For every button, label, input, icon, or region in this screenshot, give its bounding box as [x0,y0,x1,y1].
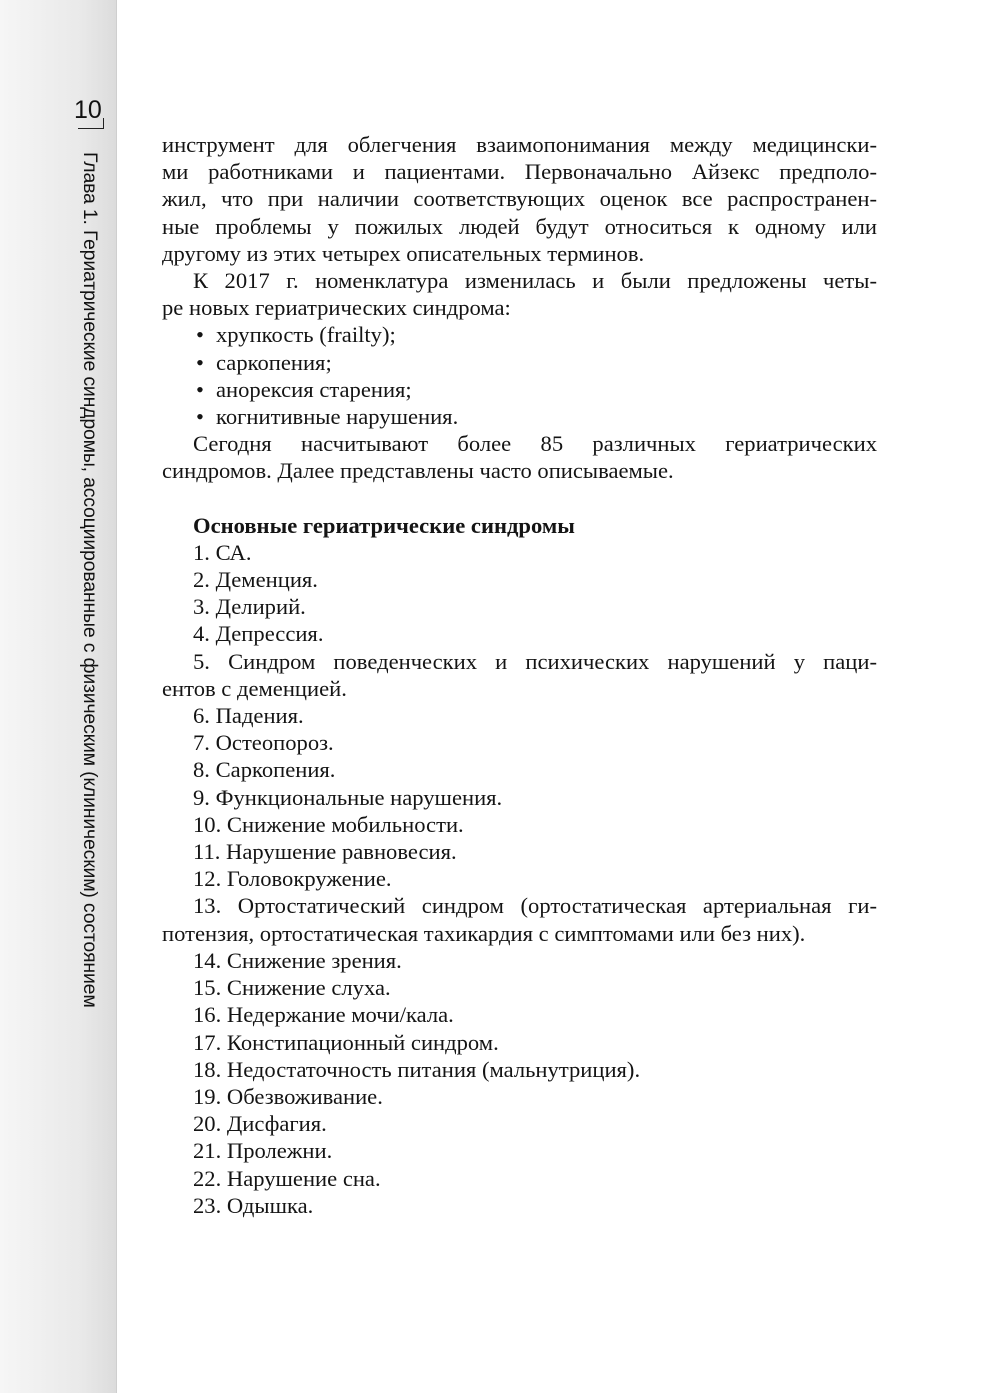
text-line: 22. Нарушение сна. [193,1165,381,1191]
text-line: ре новых гериатрических синдрома: [162,295,511,321]
text-line: 14. Снижение зрения. [193,947,402,973]
syndrome-item [162,729,877,756]
syndrome-item [162,865,877,892]
text-line: другому из этих четырех описательных терминов. [162,240,645,266]
syndrome-item [162,593,877,620]
text-line: 9. Функциональные нарушения. [193,784,503,810]
text-line: 13. Ортостатический синдром (ортостатическая артериальная ги- [193,893,877,919]
text-line: ми работниками и пациентами. Первоначально Айзекс предполо- [162,159,877,185]
spacer [162,485,877,512]
text-line: 12. Головокружение. [193,866,392,892]
bullet-list [162,321,877,430]
syndrome-item [162,892,877,946]
paragraph-nomenclature [162,267,877,321]
syndrome-item [162,974,877,1001]
syndrome-item [162,1029,877,1056]
text-line: ные проблемы у пожилых людей будут относиться к одному или [162,213,877,239]
bullet-item: • хрупкость (frailty); [162,321,877,348]
syndrome-item [162,566,877,593]
syndrome-list [162,539,877,1219]
text-line: 21. Пролежни. [193,1138,333,1164]
bullet-item: • саркопения; [162,349,877,376]
text-line: 16. Недержание мочи/кала. [193,1002,454,1028]
syndrome-item [162,1083,877,1110]
syndrome-item [162,1137,877,1164]
text-line: Сегодня насчитывают более 85 различных гериатрических [193,431,877,457]
syndrome-item [162,1165,877,1192]
text-line: К 2017 г. номенклатура изменилась и были предложены четы- [193,268,877,294]
page-content [162,131,877,1219]
text-line: 15. Снижение слуха. [193,975,391,1001]
text-line: 11. Нарушение равновесия. [193,839,457,865]
syndrome-item [162,648,877,702]
text-line: 3. Делирий. [193,594,306,620]
text-line: 6. Падения. [193,703,304,729]
paragraph-intro [162,131,877,267]
text-line: 8. Саркопения. [193,757,336,783]
text-line: 10. Снижение мобильности. [193,811,464,837]
text-line: 23. Одышка. [193,1192,314,1218]
syndrome-item [162,1110,877,1137]
syndrome-item [162,1001,877,1028]
text-line: 18. Недостаточность питания (мальнутриция). [193,1056,641,1082]
section-heading: Основные гериатрические синдромы [193,512,575,538]
text-line: синдромов. Далее представлены часто описываемые. [162,458,674,484]
text-line: 4. Депрессия. [193,621,324,647]
syndrome-item [162,1192,877,1219]
syndrome-item [162,1056,877,1083]
text-line: 2. Деменция. [193,567,318,593]
syndrome-item [162,702,877,729]
text-line: потензия, ортостатическая тахикардия с симптомами или без них). [162,920,806,946]
syndrome-item [162,947,877,974]
text-line: 19. Обезвоживание. [193,1083,383,1109]
text-line: жил, что при наличии соответствующих оценок все распространен- [162,186,877,212]
syndrome-item [162,620,877,647]
page-number: 10 [74,96,102,124]
page-number-tick [103,118,104,129]
text-line: 5. Синдром поведенческих и психических нарушений у паци- [193,648,877,674]
syndrome-item [162,784,877,811]
text-line: 7. Остеопороз. [193,730,334,756]
text-line: инструмент для облегчения взаимопонимания между медицински- [162,132,877,157]
running-head: Глава 1. Гериатрические синдромы, ассоциированные с физическим (клиническим) состоянием [79,152,101,1008]
text-line: 17. Констипационный синдром. [193,1029,499,1055]
syndrome-item [162,811,877,838]
text-line: ентов с деменцией. [162,675,347,701]
text-line: 20. Дисфагия. [193,1111,327,1137]
syndrome-item [162,756,877,783]
paragraph-count [162,430,877,484]
syndrome-item [162,539,877,566]
bullet-item: • когнитивные нарушения. [162,403,877,430]
text-line: 1. СА. [193,539,252,565]
syndrome-item [162,838,877,865]
bullet-item: • анорексия старения; [162,376,877,403]
page-number-rule [78,128,104,129]
